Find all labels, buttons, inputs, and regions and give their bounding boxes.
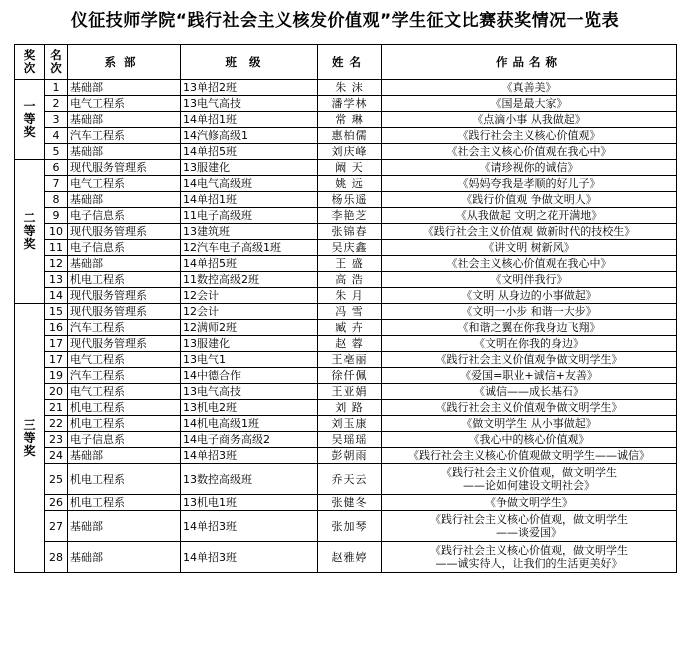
work-line: 《国是最大家》 xyxy=(490,97,568,110)
dept-cell: 机电工程系 xyxy=(68,416,181,432)
class-cell: 11数控高级2班 xyxy=(181,272,318,288)
no-cell: 3 xyxy=(45,112,68,128)
work-line: 《诚信——成长基石》 xyxy=(474,385,584,398)
name-cell: 赵 蓉 xyxy=(318,336,382,352)
class-cell: 14单招1班 xyxy=(181,192,318,208)
work-cell xyxy=(382,511,677,542)
class-cell: 14单招3班 xyxy=(181,511,318,542)
no-cell: 2 xyxy=(45,96,68,112)
table-row xyxy=(15,256,677,272)
work-cell xyxy=(382,495,677,511)
name-cell: 王亚娟 xyxy=(318,384,382,400)
work-line: 《妈妈夸我是孝顺的好儿子》 xyxy=(457,177,601,190)
work-cell xyxy=(382,320,677,336)
work-cell xyxy=(382,384,677,400)
work-cell xyxy=(382,224,677,240)
table-row xyxy=(15,304,677,320)
dept-cell: 电气工程系 xyxy=(68,352,181,368)
class-cell: 12会计 xyxy=(181,288,318,304)
work-line: 《文明伴我行》 xyxy=(490,273,568,286)
class-cell: 14单招5班 xyxy=(181,256,318,272)
name-cell: 杨乐遥 xyxy=(318,192,382,208)
no-cell: 16 xyxy=(45,320,68,336)
class-cell: 12满师2班 xyxy=(181,320,318,336)
name-cell: 乔天云 xyxy=(318,464,382,495)
name-cell: 王亳丽 xyxy=(318,352,382,368)
no-cell: 13 xyxy=(45,272,68,288)
no-cell: 27 xyxy=(45,511,68,542)
no-cell: 21 xyxy=(45,400,68,416)
dept-cell: 现代服务管理系 xyxy=(68,304,181,320)
no-cell: 7 xyxy=(45,176,68,192)
no-cell: 20 xyxy=(45,384,68,400)
work-line: 《文明在你我的身边》 xyxy=(474,337,584,350)
dept-cell: 现代服务管理系 xyxy=(68,224,181,240)
work-line: 《爱国=职业+诚信+友善》 xyxy=(460,369,598,382)
name-cell: 徐仟佩 xyxy=(318,368,382,384)
no-cell: 24 xyxy=(45,448,68,464)
work-line: 《点滴小事 从我做起》 xyxy=(472,113,586,126)
work-line: 《践行社会主义价值观 做新时代的技校生》 xyxy=(422,225,636,238)
table-row xyxy=(15,96,677,112)
class-cell: 14单招3班 xyxy=(181,542,318,573)
dept-cell: 电子信息系 xyxy=(68,240,181,256)
table-row xyxy=(15,542,677,573)
dept-cell: 基础部 xyxy=(68,256,181,272)
class-cell: 13电气高技 xyxy=(181,96,318,112)
no-cell: 22 xyxy=(45,416,68,432)
work-cell xyxy=(382,352,677,368)
class-cell: 13服建化 xyxy=(181,160,318,176)
table-row xyxy=(15,464,677,495)
work-cell xyxy=(382,368,677,384)
work-line: ——谈爱国》 xyxy=(496,526,562,539)
work-cell xyxy=(382,272,677,288)
class-cell: 13建筑班 xyxy=(181,224,318,240)
award-table xyxy=(14,44,677,573)
name-cell: 吴庆鑫 xyxy=(318,240,382,256)
table-row xyxy=(15,416,677,432)
dept-cell: 现代服务管理系 xyxy=(68,288,181,304)
name-cell: 刘玉康 xyxy=(318,416,382,432)
table-row xyxy=(15,208,677,224)
class-cell: 13机电2班 xyxy=(181,400,318,416)
name-cell: 姚 远 xyxy=(318,176,382,192)
dept-cell: 机电工程系 xyxy=(68,495,181,511)
work-cell xyxy=(382,160,677,176)
work-line: 《文明 从身边的小事做起》 xyxy=(461,289,597,302)
work-cell xyxy=(382,416,677,432)
dept-cell: 基础部 xyxy=(68,144,181,160)
work-cell xyxy=(382,464,677,495)
no-cell: 28 xyxy=(45,542,68,573)
dept-cell: 汽车工程系 xyxy=(68,128,181,144)
work-line: 《请珍视你的诚信》 xyxy=(479,161,579,174)
table-row xyxy=(15,400,677,416)
class-cell: 13电气高技 xyxy=(181,384,318,400)
work-cell xyxy=(382,128,677,144)
class-cell: 14电子商务高级2 xyxy=(181,432,318,448)
table-row xyxy=(15,176,677,192)
page-title: 仪征技师学院“践行社会主义核发价值观”学生征文比赛获奖情况一览表 xyxy=(70,11,620,31)
name-cell: 臧 卉 xyxy=(318,320,382,336)
work-cell xyxy=(382,288,677,304)
name-cell: 彭朝雨 xyxy=(318,448,382,464)
dept-cell: 现代服务管理系 xyxy=(68,336,181,352)
dept-cell: 电子信息系 xyxy=(68,432,181,448)
class-cell: 13机电1班 xyxy=(181,495,318,511)
table-row xyxy=(15,224,677,240)
table-row xyxy=(15,384,677,400)
name-cell: 潘学林 xyxy=(318,96,382,112)
name-cell: 王 盛 xyxy=(318,256,382,272)
work-line: 《践行社会主义价值观争做文明学生》 xyxy=(435,353,623,366)
no-cell: 15 xyxy=(45,304,68,320)
class-cell: 14单招3班 xyxy=(181,448,318,464)
name-cell: 朱 沫 xyxy=(318,80,382,96)
name-cell: 刘庆峰 xyxy=(318,144,382,160)
work-cell xyxy=(382,240,677,256)
table-row xyxy=(15,432,677,448)
dept-cell: 基础部 xyxy=(68,542,181,573)
name-cell: 惠柏儒 xyxy=(318,128,382,144)
work-line: 《践行社会主义价值观，做文明学生 xyxy=(441,466,617,479)
name-cell: 朱 月 xyxy=(318,288,382,304)
dept-cell: 机电工程系 xyxy=(68,464,181,495)
no-cell: 1 xyxy=(45,80,68,96)
dept-cell: 基础部 xyxy=(68,448,181,464)
table-row xyxy=(15,128,677,144)
header-work: 作品名称 xyxy=(382,45,677,80)
work-line: 《争做文明学生》 xyxy=(485,496,573,509)
work-cell xyxy=(382,256,677,272)
work-line: 《和谐之翼在你我身边飞翔》 xyxy=(457,321,601,334)
work-cell xyxy=(382,304,677,320)
work-line: 《讲文明 树新风》 xyxy=(483,241,575,254)
table-row xyxy=(15,80,677,96)
rank-cell: 三等奖 xyxy=(15,304,45,573)
work-line: 《践行社会主义核心价值观，做文明学生 xyxy=(430,544,628,557)
work-line: 《社会主义核心价值观在我心中》 xyxy=(446,145,612,158)
work-line: 《践行社会主义核心价值观做文明学生——诚信》 xyxy=(408,449,650,462)
class-cell: 13电气1 xyxy=(181,352,318,368)
work-line: 《践行社会主义价值观争做文明学生》 xyxy=(435,401,623,414)
table-row xyxy=(15,112,677,128)
class-cell: 14中德合作 xyxy=(181,368,318,384)
no-cell: 14 xyxy=(45,288,68,304)
table-row xyxy=(15,320,677,336)
work-cell xyxy=(382,176,677,192)
work-cell xyxy=(382,112,677,128)
no-cell: 17 xyxy=(45,336,68,352)
header-dept: 系部 xyxy=(68,45,181,80)
table-body xyxy=(15,80,677,573)
class-cell: 14汽修高级1 xyxy=(181,128,318,144)
work-line: 《真善美》 xyxy=(501,81,557,94)
no-cell: 26 xyxy=(45,495,68,511)
dept-cell: 电气工程系 xyxy=(68,96,181,112)
header-class: 班级 xyxy=(181,45,318,80)
work-line: 《文明一小步 和谐一大步》 xyxy=(461,305,597,318)
no-cell: 10 xyxy=(45,224,68,240)
no-cell: 11 xyxy=(45,240,68,256)
no-cell: 23 xyxy=(45,432,68,448)
dept-cell: 电气工程系 xyxy=(68,384,181,400)
name-cell: 李艳芝 xyxy=(318,208,382,224)
class-cell: 12会计 xyxy=(181,304,318,320)
table-row xyxy=(15,272,677,288)
table-row xyxy=(15,160,677,176)
no-cell: 4 xyxy=(45,128,68,144)
no-cell: 25 xyxy=(45,464,68,495)
name-cell: 张健冬 xyxy=(318,495,382,511)
work-cell xyxy=(382,80,677,96)
work-cell xyxy=(382,96,677,112)
class-cell: 13服建化 xyxy=(181,336,318,352)
dept-cell: 现代服务管理系 xyxy=(68,160,181,176)
table-row xyxy=(15,240,677,256)
name-cell: 高 浩 xyxy=(318,272,382,288)
dept-cell: 基础部 xyxy=(68,80,181,96)
work-cell xyxy=(382,336,677,352)
name-cell: 阚 天 xyxy=(318,160,382,176)
work-cell xyxy=(382,208,677,224)
work-line: ——诚实待人，让我们的生活更美好》 xyxy=(435,557,623,570)
no-cell: 17 xyxy=(45,352,68,368)
table-row xyxy=(15,495,677,511)
table-row xyxy=(15,448,677,464)
name-cell: 张加琴 xyxy=(318,511,382,542)
work-line: ——论如何建设文明社会》 xyxy=(463,479,595,492)
class-cell: 14单招1班 xyxy=(181,112,318,128)
table-row xyxy=(15,352,677,368)
name-cell: 吴瑶瑶 xyxy=(318,432,382,448)
name-cell: 冯 雪 xyxy=(318,304,382,320)
no-cell: 5 xyxy=(45,144,68,160)
work-line: 《践行社会主义核心价值观》 xyxy=(457,129,601,142)
class-cell: 13数控高级班 xyxy=(181,464,318,495)
no-cell: 12 xyxy=(45,256,68,272)
no-cell: 19 xyxy=(45,368,68,384)
table-row xyxy=(15,144,677,160)
dept-cell: 汽车工程系 xyxy=(68,368,181,384)
dept-cell: 机电工程系 xyxy=(68,400,181,416)
work-cell xyxy=(382,400,677,416)
rank-cell: 一等奖 xyxy=(15,80,45,160)
name-cell: 常 琳 xyxy=(318,112,382,128)
dept-cell: 基础部 xyxy=(68,511,181,542)
work-line: 《我心中的核心价值观》 xyxy=(468,433,590,446)
dept-cell: 基础部 xyxy=(68,192,181,208)
rank-cell: 二等奖 xyxy=(15,160,45,304)
work-cell xyxy=(382,432,677,448)
header-row xyxy=(15,45,677,80)
no-cell: 8 xyxy=(45,192,68,208)
dept-cell: 基础部 xyxy=(68,112,181,128)
work-line: 《做文明学生 从小事做起》 xyxy=(461,417,597,430)
no-cell: 6 xyxy=(45,160,68,176)
table-row xyxy=(15,336,677,352)
dept-cell: 电气工程系 xyxy=(68,176,181,192)
work-cell xyxy=(382,192,677,208)
class-cell: 14单招5班 xyxy=(181,144,318,160)
name-cell: 赵雅婷 xyxy=(318,542,382,573)
class-cell: 14电气高级班 xyxy=(181,176,318,192)
table-row xyxy=(15,288,677,304)
class-cell: 13单招2班 xyxy=(181,80,318,96)
work-line: 《践行价值观 争做文明人》 xyxy=(461,193,597,206)
dept-cell: 电子信息系 xyxy=(68,208,181,224)
header-rank: 奖次 xyxy=(15,45,45,80)
work-cell xyxy=(382,144,677,160)
table-row xyxy=(15,368,677,384)
work-line: 《社会主义核心价值观在我心中》 xyxy=(446,257,612,270)
class-cell: 14机电高级1班 xyxy=(181,416,318,432)
class-cell: 11电子高级班 xyxy=(181,208,318,224)
header-no: 名次 xyxy=(45,45,68,80)
work-line: 《践行社会主义核心价值观，做文明学生 xyxy=(430,513,628,526)
no-cell: 9 xyxy=(45,208,68,224)
table-row xyxy=(15,192,677,208)
work-line: 《从我做起 文明之花开满地》 xyxy=(455,209,603,222)
name-cell: 刘 路 xyxy=(318,400,382,416)
work-cell xyxy=(382,448,677,464)
table-row xyxy=(15,511,677,542)
header-name: 姓名 xyxy=(318,45,382,80)
dept-cell: 机电工程系 xyxy=(68,272,181,288)
dept-cell: 汽车工程系 xyxy=(68,320,181,336)
class-cell: 12汽车电子高级1班 xyxy=(181,240,318,256)
work-cell xyxy=(382,542,677,573)
name-cell: 张锦春 xyxy=(318,224,382,240)
